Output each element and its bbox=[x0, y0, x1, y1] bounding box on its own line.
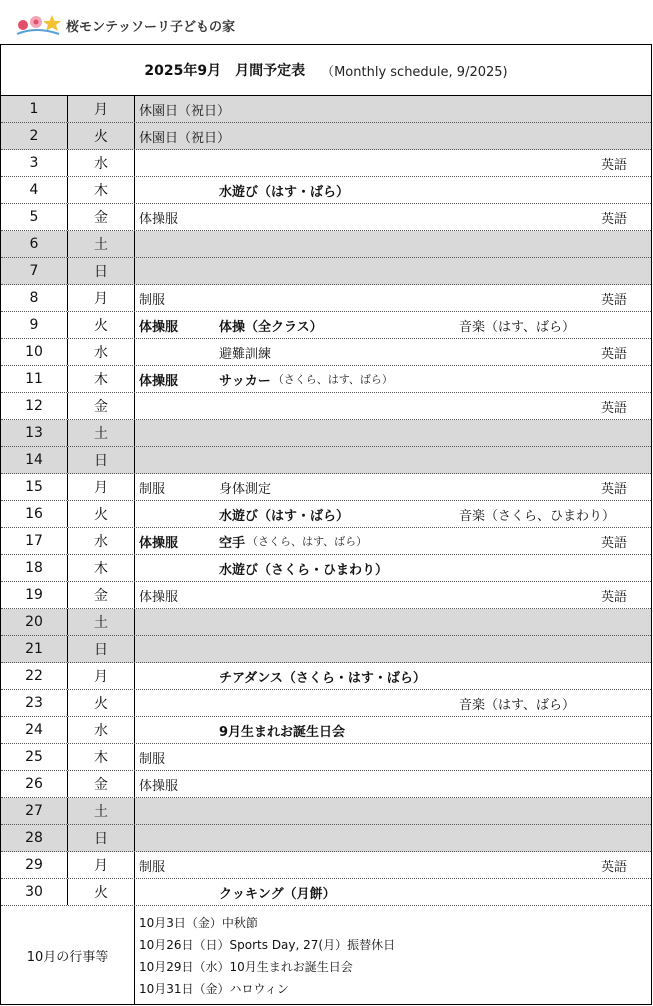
dress-code: 体操服 bbox=[139, 319, 179, 335]
dress-code: 休園日（祝日） bbox=[139, 130, 231, 146]
school-logo bbox=[14, 10, 235, 40]
table-row bbox=[1, 825, 651, 852]
table-row bbox=[1, 420, 651, 447]
english-class: 英語 bbox=[600, 346, 627, 362]
weekday: 月 bbox=[68, 474, 135, 500]
weekday: 土 bbox=[68, 420, 135, 446]
dress-code: 制服 bbox=[139, 859, 166, 875]
table-row bbox=[1, 231, 651, 258]
weekday: 月 bbox=[68, 852, 135, 878]
day-number: 14 bbox=[1, 447, 68, 473]
day-number: 18 bbox=[1, 555, 68, 581]
table-row bbox=[1, 582, 651, 609]
event: 身体測定 bbox=[219, 481, 272, 497]
dress-code: 体操服 bbox=[139, 535, 179, 551]
weekday: 日 bbox=[68, 447, 135, 473]
event: 体操（全クラス） bbox=[219, 319, 323, 335]
table-row bbox=[1, 447, 651, 474]
table-row bbox=[1, 366, 651, 393]
day-number: 26 bbox=[1, 771, 68, 797]
schedule-rows bbox=[1, 96, 651, 906]
day-number: 8 bbox=[1, 285, 68, 311]
next-month-events bbox=[1, 906, 651, 1004]
table-row bbox=[1, 312, 651, 339]
event-title: サッカー bbox=[219, 373, 271, 389]
table-row bbox=[1, 663, 651, 690]
day-number: 22 bbox=[1, 663, 68, 689]
dress-code: 体操服 bbox=[139, 211, 179, 227]
english-class: 英語 bbox=[600, 211, 627, 227]
event-classes: （さくら、はす、ばら） bbox=[272, 373, 393, 386]
table-row bbox=[1, 879, 651, 906]
weekday: 土 bbox=[68, 231, 135, 257]
day-number: 9 bbox=[1, 312, 68, 338]
table-row bbox=[1, 285, 651, 312]
english-class: 英語 bbox=[600, 400, 627, 416]
event: 水遊び（さくら・ひまわり） bbox=[219, 562, 389, 578]
event: 水遊び（はす・ばら） bbox=[219, 508, 350, 524]
day-number: 24 bbox=[1, 717, 68, 743]
table-row bbox=[1, 744, 651, 771]
table-row bbox=[1, 717, 651, 744]
dress-code: 体操服 bbox=[139, 589, 179, 605]
table-row bbox=[1, 150, 651, 177]
weekday: 金 bbox=[68, 393, 135, 419]
weekday: 木 bbox=[68, 555, 135, 581]
english-class: 英語 bbox=[600, 292, 627, 308]
weekday: 金 bbox=[68, 771, 135, 797]
event-title: 空手 bbox=[219, 535, 246, 551]
day-number: 1 bbox=[1, 96, 68, 122]
event: 避難訓練 bbox=[219, 346, 272, 362]
list-item: 10月26日（日）Sports Day, 27(月）振替休日 bbox=[139, 938, 396, 952]
table-row bbox=[1, 339, 651, 366]
event: 水遊び（はす・ばら） bbox=[219, 184, 350, 200]
table-row bbox=[1, 852, 651, 879]
table-row bbox=[1, 636, 651, 663]
next-month-list bbox=[139, 912, 395, 1000]
weekday: 水 bbox=[68, 528, 135, 554]
english-class: 英語 bbox=[600, 535, 627, 551]
music-class: 音楽（さくら、ひまわり） bbox=[459, 508, 616, 524]
event bbox=[219, 366, 393, 392]
table-row bbox=[1, 528, 651, 555]
weekday: 日 bbox=[68, 258, 135, 284]
weekday: 木 bbox=[68, 366, 135, 392]
weekday: 土 bbox=[68, 609, 135, 635]
english-class: 英語 bbox=[600, 589, 627, 605]
day-number: 16 bbox=[1, 501, 68, 527]
weekday: 月 bbox=[68, 285, 135, 311]
day-number: 19 bbox=[1, 582, 68, 608]
table-row bbox=[1, 393, 651, 420]
table-row bbox=[1, 123, 651, 150]
event: 9月生まれお誕生日会 bbox=[219, 724, 346, 740]
table-row bbox=[1, 177, 651, 204]
table-row bbox=[1, 555, 651, 582]
day-number: 13 bbox=[1, 420, 68, 446]
title-main: 2025年9月 月間予定表 bbox=[144, 63, 306, 79]
event bbox=[219, 528, 367, 554]
day-number: 15 bbox=[1, 474, 68, 500]
day-number: 3 bbox=[1, 150, 68, 176]
day-number: 6 bbox=[1, 231, 68, 257]
table-row bbox=[1, 204, 651, 231]
music-class: 音楽（はす、ばら） bbox=[459, 697, 575, 713]
day-number: 21 bbox=[1, 636, 68, 662]
weekday: 水 bbox=[68, 339, 135, 365]
day-number: 28 bbox=[1, 825, 68, 851]
event: チアダンス（さくら・はす・ばら） bbox=[219, 670, 426, 686]
logo-icon bbox=[14, 10, 64, 40]
list-item: 10月29日（水）10月生まれお誕生日会 bbox=[139, 960, 353, 974]
day-number: 7 bbox=[1, 258, 68, 284]
day-number: 12 bbox=[1, 393, 68, 419]
logo-text: 桜モンテッソーリ子どもの家 bbox=[66, 19, 236, 35]
dress-code: 制服 bbox=[139, 481, 166, 497]
table-row bbox=[1, 474, 651, 501]
weekday: 金 bbox=[68, 204, 135, 230]
music-class: 音楽（はす、ばら） bbox=[459, 319, 575, 335]
english-class: 英語 bbox=[600, 481, 627, 497]
event: クッキング（月餅） bbox=[219, 886, 336, 902]
table-row bbox=[1, 690, 651, 717]
title-subtitle: （Monthly schedule, 9/2025) bbox=[321, 64, 508, 80]
table-row bbox=[1, 609, 651, 636]
weekday: 水 bbox=[68, 150, 135, 176]
weekday: 木 bbox=[68, 177, 135, 203]
day-number: 20 bbox=[1, 609, 68, 635]
english-class: 英語 bbox=[600, 157, 627, 173]
table-row bbox=[1, 96, 651, 123]
weekday: 日 bbox=[68, 636, 135, 662]
dress-code: 休園日（祝日） bbox=[139, 103, 231, 119]
weekday: 月 bbox=[68, 663, 135, 689]
table-row bbox=[1, 771, 651, 798]
weekday: 日 bbox=[68, 825, 135, 851]
table-row bbox=[1, 501, 651, 528]
weekday: 火 bbox=[68, 501, 135, 527]
weekday: 土 bbox=[68, 798, 135, 824]
dress-code: 制服 bbox=[139, 292, 166, 308]
dress-code: 制服 bbox=[139, 751, 166, 767]
day-number: 25 bbox=[1, 744, 68, 770]
list-item: 10月3日（金）中秋節 bbox=[139, 916, 258, 930]
english-class: 英語 bbox=[600, 859, 627, 875]
day-number: 4 bbox=[1, 177, 68, 203]
weekday: 水 bbox=[68, 717, 135, 743]
weekday: 木 bbox=[68, 744, 135, 770]
day-number: 17 bbox=[1, 528, 68, 554]
weekday: 金 bbox=[68, 582, 135, 608]
list-item: 10月31日（金）ハロウィン bbox=[139, 982, 289, 996]
weekday: 火 bbox=[68, 312, 135, 338]
schedule-table bbox=[0, 44, 652, 1005]
day-number: 30 bbox=[1, 879, 68, 905]
day-number: 27 bbox=[1, 798, 68, 824]
day-number: 29 bbox=[1, 852, 68, 878]
table-row bbox=[1, 798, 651, 825]
page-title bbox=[1, 45, 651, 96]
next-month-label: 10月の行事等 bbox=[1, 906, 135, 1004]
weekday: 火 bbox=[68, 879, 135, 905]
dress-code: 体操服 bbox=[139, 778, 179, 794]
day-number: 11 bbox=[1, 366, 68, 392]
weekday: 火 bbox=[68, 690, 135, 716]
weekday: 月 bbox=[68, 96, 135, 122]
dress-code: 体操服 bbox=[139, 373, 179, 389]
table-row bbox=[1, 258, 651, 285]
event-classes: （さくら、はす、ばら） bbox=[247, 535, 368, 548]
day-number: 2 bbox=[1, 123, 68, 149]
weekday: 火 bbox=[68, 123, 135, 149]
day-number: 23 bbox=[1, 690, 68, 716]
day-number: 5 bbox=[1, 204, 68, 230]
day-number: 10 bbox=[1, 339, 68, 365]
